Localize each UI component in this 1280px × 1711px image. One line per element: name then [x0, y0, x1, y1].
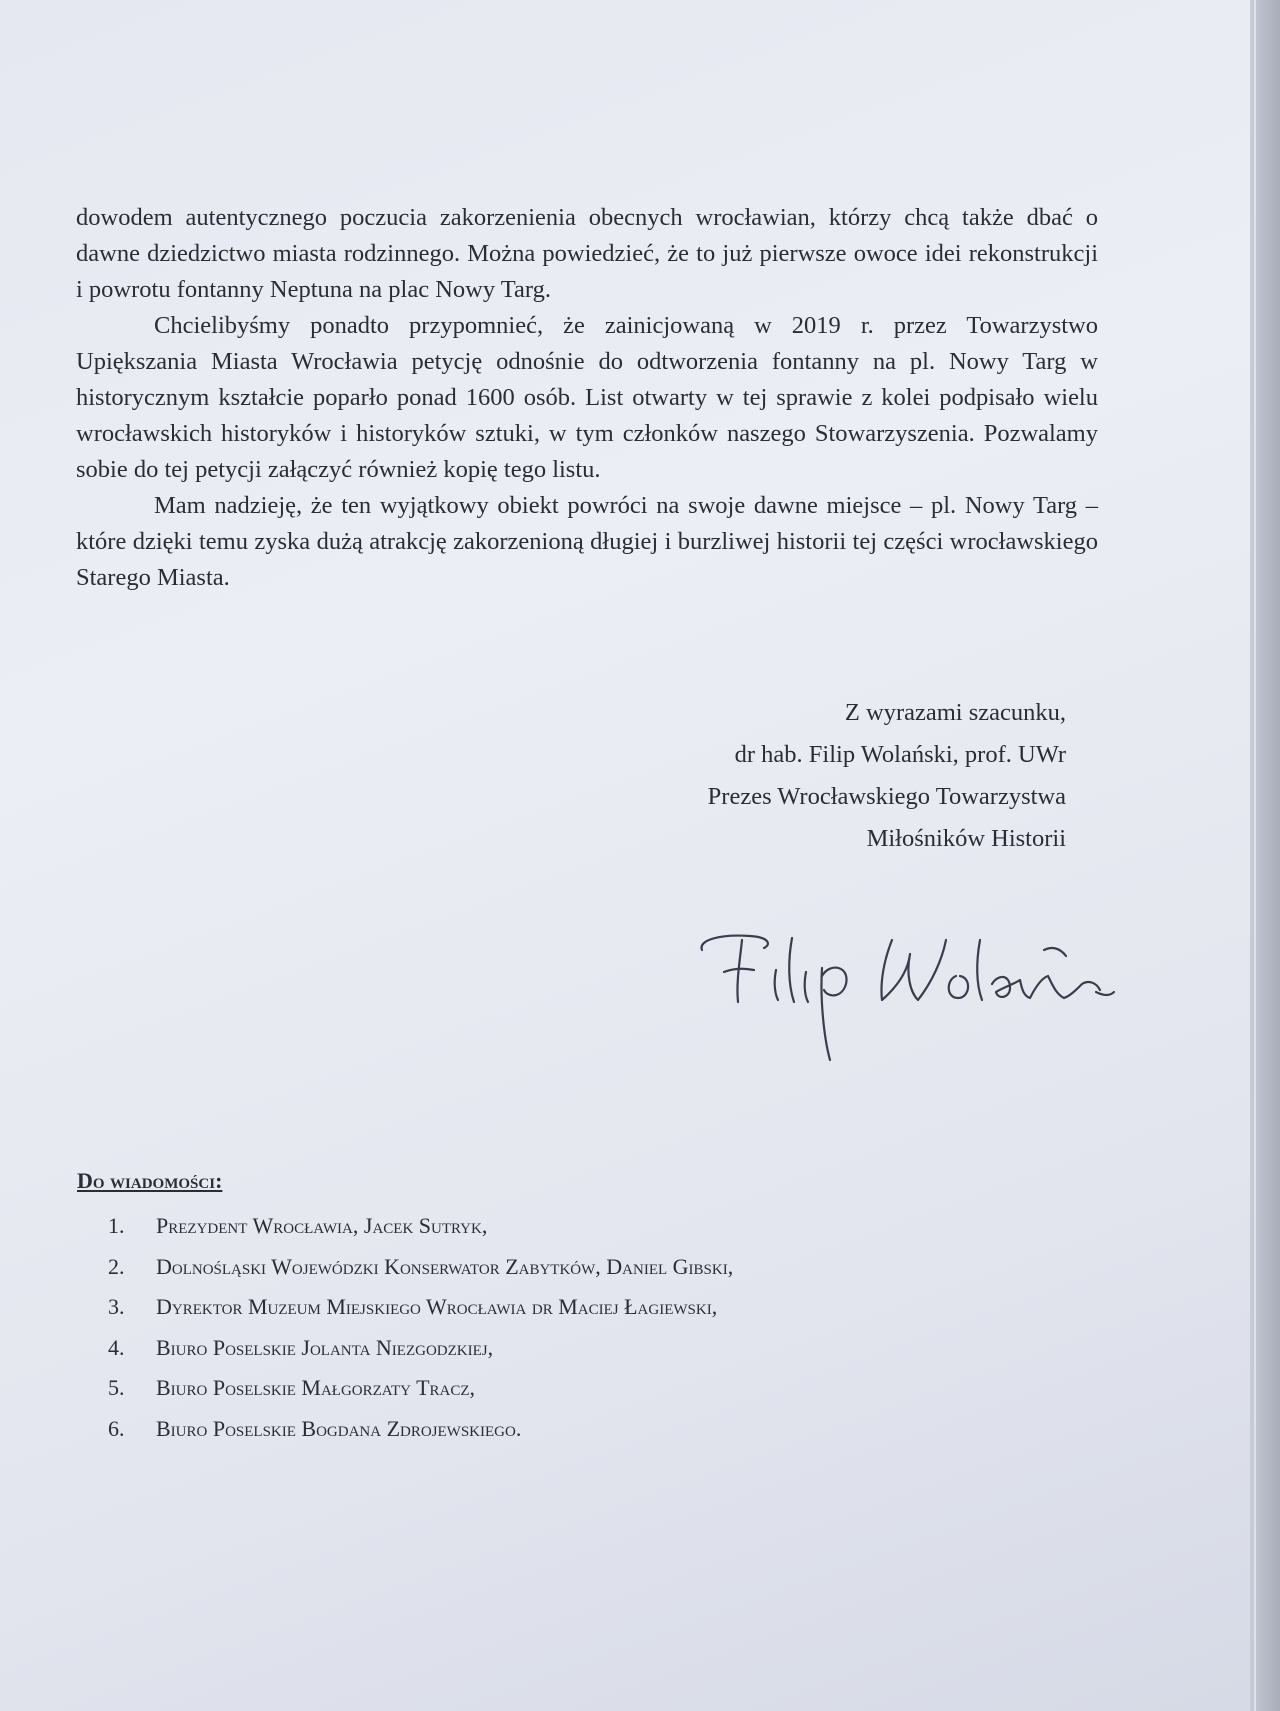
cc-item-number: 3. [108, 1294, 125, 1319]
cc-item-text: Prezydent Wrocławia, Jacek Sutryk, [156, 1213, 488, 1238]
cc-item-number: 2. [108, 1253, 125, 1279]
paragraph-1 [76, 200, 1098, 308]
cc-heading: Do wiadomości: [77, 1168, 223, 1193]
handwritten-signature [680, 910, 1120, 1070]
cc-list-item [108, 1409, 733, 1450]
cc-list-item [108, 1287, 733, 1328]
paragraph-line: Pozwalamy sobie do tej petycji załączyć również kopię tego listu. [76, 420, 1098, 483]
cc-item-number: 4. [108, 1334, 125, 1360]
paragraph-line: Chcielibyśmy ponadto przypomnieć, że zainicjowaną w 2019 r. przez Towarzystwo [154, 312, 1098, 339]
letter-body [76, 200, 1098, 596]
paragraph-line: Mam nadzieję, że ten wyjątkowy obiekt powróci na swoje dawne miejsce – pl. Nowy Targ [154, 492, 1078, 519]
cc-list-item [108, 1206, 733, 1247]
paragraph-line: wrocławskiego Starego Miasta. [76, 528, 1098, 591]
cc-item-text: Dolnośląski Wojewódzki Konserwator Zabytków, Daniel Gibski, [156, 1253, 734, 1279]
cc-item-text: Dyrektor Muzeum Miejskiego Wrocławia dr Maciej Łagiewski, [156, 1294, 718, 1319]
cc-list-item [108, 1368, 733, 1409]
page-edge-shadow [1250, 0, 1280, 1711]
signatory-title-continued: Miłośników Historii [866, 825, 1066, 852]
paragraph-line: wielu wrocławskich historyków i historyków sztuki, w tym członków naszego Stowarzyszenia. [76, 384, 1098, 447]
cc-list-item [108, 1247, 733, 1288]
cc-item-text: Biuro Poselskie Małgorzaty Tracz, [156, 1375, 476, 1400]
cc-item-number: 1. [108, 1213, 125, 1238]
paragraph-line: historycznym kształcie poparło ponad 1600 osób. List otwarty w tej sprawie z kolei podpisało [76, 384, 1035, 411]
paragraph-line: rekonstrukcji i powrotu fontanny Neptuna na plac Nowy Targ. [76, 240, 1099, 303]
paragraph-line: Upiększania Miasta Wrocławia petycję odnośnie do odtworzenia fontanny na pl. Nowy Targ w [76, 348, 1098, 375]
paragraph-2 [76, 308, 1098, 488]
signatory-title: Prezes Wrocławskiego Towarzystwa [707, 783, 1066, 810]
paragraph-3 [76, 488, 1098, 596]
salutation: Z wyrazami szacunku, [844, 699, 1066, 726]
cc-item-number: 5. [108, 1375, 125, 1400]
paragraph-line: dowodem autentycznego poczucia zakorzenienia obecnych wrocławian, którzy chcą także dbać o [76, 204, 1098, 231]
cc-item-text: Biuro Poselskie Bogdana Zdrojewskiego. [156, 1415, 522, 1441]
paragraph-line: dawne dziedzictwo miasta rodzinnego. Można powiedzieć, że to już pierwsze owoce idei [76, 240, 962, 267]
paragraph-line: – które dzięki temu zyska dużą atrakcję zakorzenioną długiej i burzliwej historii tej części [76, 492, 1098, 555]
signatory-name: dr hab. Filip Wolański, prof. UWr [734, 741, 1066, 768]
cc-item-number: 6. [108, 1415, 125, 1441]
cc-item-text: Biuro Poselskie Jolanta Niezgodzkiej, [156, 1334, 494, 1360]
closing-block [708, 692, 1066, 860]
cc-list-item [108, 1328, 733, 1369]
cc-list [108, 1206, 733, 1449]
